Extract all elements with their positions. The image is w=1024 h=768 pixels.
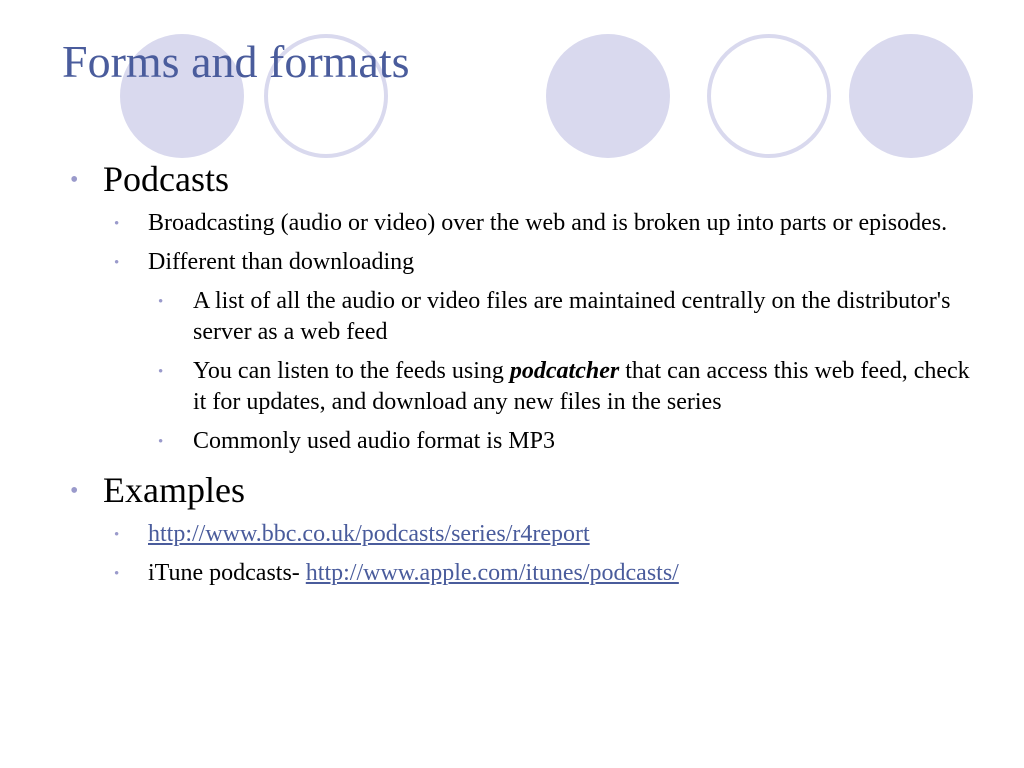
bullet-examples <box>70 469 970 511</box>
podcatcher-emphasis: podcatcher <box>509 358 620 384</box>
bullet-podcasts <box>70 158 970 200</box>
bullet-text: Broadcasting (audio or video) over the web and is broken up into parts or episodes. <box>148 210 948 236</box>
bullet-dot-icon: • <box>114 216 120 232</box>
decorative-circle-3 <box>546 34 670 158</box>
bullet-dot-icon: • <box>114 255 120 271</box>
bullet-text: Different than downloading <box>148 249 415 275</box>
bullet-different <box>114 247 970 278</box>
bbc-podcasts-link[interactable]: http://www.bbc.co.uk/podcasts/series/r4report <box>148 521 590 547</box>
bullet-text: A list of all the audio or video files are maintained centrally on the distributor's server as a web feed <box>193 288 951 345</box>
bullet-dot-icon: • <box>158 364 164 380</box>
bullet-dot-icon: • <box>158 434 164 450</box>
bullet-dot-icon: • <box>70 478 79 504</box>
slide-content <box>70 158 970 589</box>
bullet-text-suffix: that can access this web feed, check it for updates, and download any new files in the series <box>193 358 970 415</box>
bullet-text: Commonly used audio format is MP3 <box>193 428 555 454</box>
bullet-broadcasting <box>114 208 970 239</box>
bullet-listen <box>158 356 970 418</box>
decorative-circle-4 <box>707 34 831 158</box>
bullet-format <box>158 426 970 457</box>
bullet-bbc <box>114 519 970 550</box>
apple-podcasts-link[interactable]: http://www.apple.com/itunes/podcasts/ <box>305 560 679 586</box>
bullet-itune <box>114 558 970 589</box>
bullet-text-prefix: You can listen to the feeds using <box>193 358 510 384</box>
bullet-label: Podcasts <box>103 159 229 199</box>
decorative-circle-5 <box>849 34 973 158</box>
slide-title: Forms and formats <box>62 36 410 87</box>
bullet-dot-icon: • <box>114 527 120 543</box>
bullet-dot-icon: • <box>158 294 164 310</box>
bullet-list-of-files <box>158 286 970 348</box>
bullet-dot-icon: • <box>70 167 79 193</box>
bullet-dot-icon: • <box>114 566 120 582</box>
bullet-text-prefix: iTune podcasts- <box>148 560 306 586</box>
bullet-label: Examples <box>103 470 245 510</box>
